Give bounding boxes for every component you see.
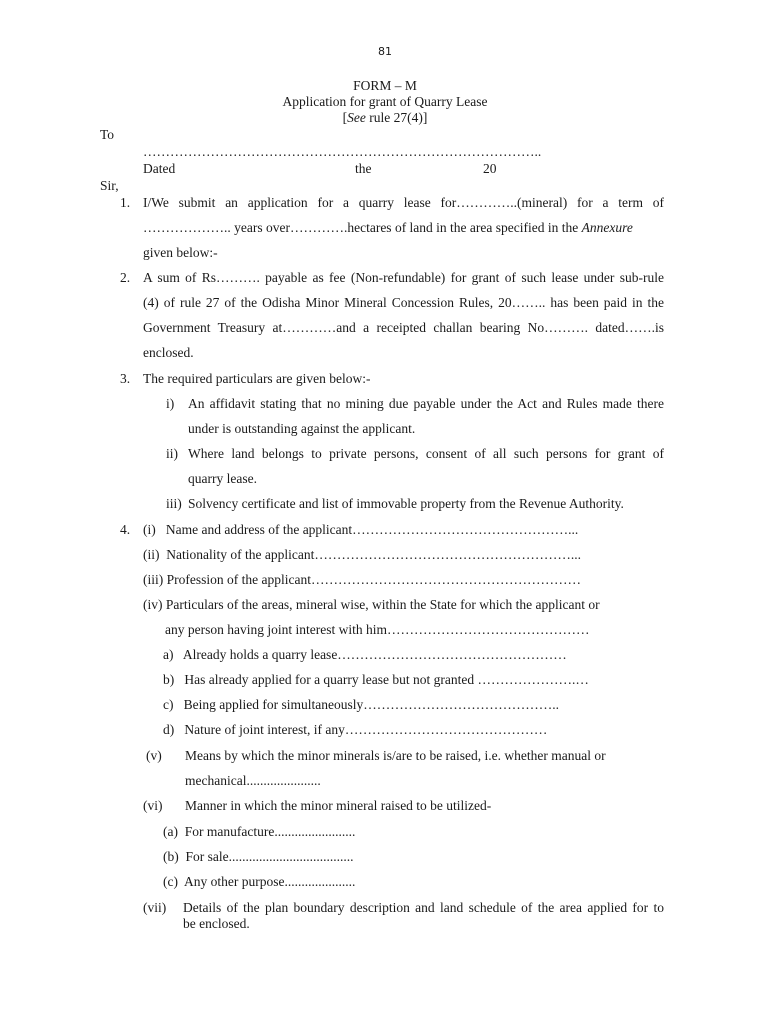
item-4-v-number: (v) (146, 748, 162, 763)
salutation: Sir, (100, 178, 119, 193)
item-2-number: 2. (120, 270, 131, 285)
item-3-ii-line-1: Where land belongs to private persons, consent of all such persons for grant of (188, 446, 664, 461)
rule-rest: rule 27(4)] (365, 110, 428, 125)
item-4-v-line-2: mechanical...................... (185, 773, 321, 788)
item-3-i-line-2: under is outstanding against the applicant. (188, 421, 416, 436)
item-3-iii-line-1: Solvency certificate and list of immovable property from the Revenue Authority. (188, 496, 624, 511)
year-label: 20 (483, 161, 497, 176)
item-4-ii: (ii) Nationality of the applicant…………………………………………………... (143, 547, 581, 562)
item-4-vi-c: (c) Any other purpose..................... (163, 874, 356, 889)
item-1-line-3: given below:- (143, 245, 218, 260)
form-name: FORM – M (353, 78, 417, 93)
item-4-iv-b: b) Has already applied for a quarry lease but not granted ………………….… (163, 672, 589, 687)
item-4-vi-b: (b) For sale..................................... (163, 849, 354, 864)
item-4-iv-line-2: any person having joint interest with him……………………………………… (165, 622, 590, 637)
form-title: Application for grant of Quarry Lease (282, 94, 488, 109)
item-4-iv-d: d) Nature of joint interest, if any……………………………………… (163, 722, 548, 737)
item-2-line-2: (4) of rule 27 of the Odisha Minor Mineral Concession Rules, 20…….. has been paid in the (143, 295, 664, 310)
item-4-vii-line-2: be enclosed. (183, 916, 250, 931)
item-3-number: 3. (120, 371, 131, 386)
item-4-vi-number: (vi) (143, 798, 163, 813)
item-4-vii-line-1: Details of the plan boundary description and land schedule of the area applied for to (183, 900, 664, 915)
item-4-vi-a: (a) For manufacture........................ (163, 824, 356, 839)
the-label: the (355, 161, 372, 176)
addressee-dots: …………………………………………………………………………….. (143, 144, 542, 159)
item-1-line-2 (143, 220, 633, 236)
item-4-vi-line-1: Manner in which the minor mineral raised to be utilized- (185, 798, 492, 813)
to-label: To (100, 127, 115, 142)
item-4-i: (i) Name and address of the applicant…………………………………………... (143, 522, 579, 537)
dated-label: Dated (143, 161, 176, 176)
item-4-vii-number: (vii) (143, 900, 167, 915)
item-4-iv-line-1: (iv) Particulars of the areas, mineral wise, within the State for which the applicant or (143, 597, 600, 612)
item-3-ii-line-2: quarry lease. (188, 471, 257, 486)
item-2-line-1: A sum of Rs………. payable as fee (Non-refundable) for grant of such lease under sub-rule (143, 270, 664, 285)
item-1-number: 1. (120, 195, 131, 210)
item-4-number: 4. (120, 522, 131, 537)
item-4-v-line-1: Means by which the minor minerals is/are to be raised, i.e. whether manual or (185, 748, 606, 763)
item-4-iii: (iii) Profession of the applicant…………………………………………………… (143, 572, 581, 587)
item-2-line-3: Government Treasury at…………and a receipted challan bearing No………. dated…….is (143, 320, 664, 335)
rule-open: [ (342, 110, 348, 125)
annexure-word: Annexure (581, 220, 633, 235)
rule-see: See (347, 110, 366, 125)
item-4-iv-a: a) Already holds a quarry lease…………………………………………… (163, 647, 567, 662)
page-number: 81 (378, 45, 392, 58)
item-3-line-1: The required particulars are given below:- (143, 371, 371, 386)
item-2-line-4: enclosed. (143, 345, 194, 360)
item-1-line-1: I/We submit an application for a quarry lease for…………..(mineral) for a term of (143, 195, 664, 210)
item-3-i-number: i) (166, 396, 175, 411)
rule-reference (0, 110, 770, 126)
item-3-i-line-1: An affidavit stating that no mining due payable under the Act and Rules made there (188, 396, 664, 411)
item-1-line-2-text: ……………….. years over………….hectares of land in the area specified in the (143, 220, 582, 235)
item-3-iii-number: iii) (166, 496, 182, 511)
item-3-ii-number: ii) (166, 446, 178, 461)
item-4-iv-c: c) Being applied for simultaneously…………………………………….. (163, 697, 559, 712)
